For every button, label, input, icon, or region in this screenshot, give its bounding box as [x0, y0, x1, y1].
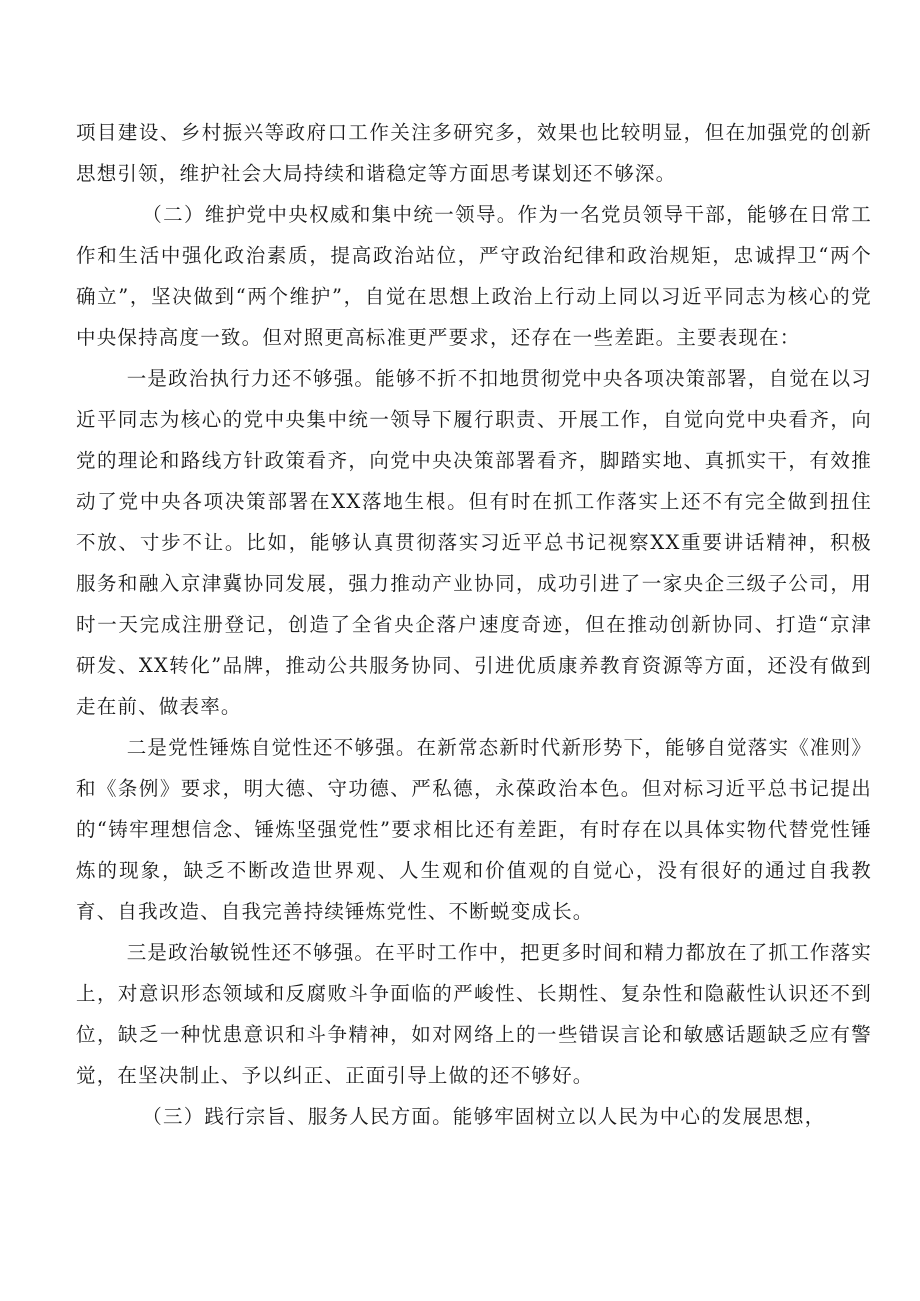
paragraph-point-two: 二是党性锤炼自觉性还不够强。在新常态新时代新形势下，能够自觉落实《准则》和《条例》要求，明大德、守功德、严私德，永葆政治本色。但对标习近平总书记提出的“铸牢理想信念、锤炼坚强党性”要求相比还有差距，有时存在以具体实物代替党性锤炼的现象，缺乏不断改造世界观、人生观和价值观的自觉心，没有很好的通过自我教育、自我改造、自我完善持续锤炼党性、不断蜕变成长。 — [76, 736, 872, 923]
paragraph-point-one: 一是政治执行力还不够强。能够不折不扣地贯彻党中央各项决策部署，自觉在以习近平同志为核心的党中央集中统一领导下履行职责、开展工作，自觉向党中央看齐，向党的理论和路线方针政策看齐，向党中央决策部署看齐，脚踏实地、真抓实干，有效推动了党中央各项决策部署在XX落地生根。但有时在抓工作落实上还不有完全做到扭住不放、寸步不让。比如，能够认真贯彻落实习近平总书记视察XX重要讲话精神，积极服务和融入京津冀协同发展，强力推动产业协同，成功引进了一家央企三级子公司，用时一天完成注册登记，创造了全省央企落户速度奇迹，但在推动创新协同、打造“京津研发、XX转化”品牌，推动公共服务协同、引进优质康养教育资源等方面，还没有做到走在前、做表率。 — [76, 367, 872, 718]
paragraph-point-three: 三是政治敏锐性还不够强。在平时工作中，把更多时间和精力都放在了抓工作落实上，对意识形态领域和反腐败斗争面临的严峻性、长期性、复杂性和隐蔽性认识还不到位，缺乏一种忧患意识和斗争精神，如对网络上的一些错误言论和敏感话题缺乏应有警觉，在坚决制止、予以纠正、正面引导上做的还不够好。 — [76, 941, 872, 1087]
paragraph-section-two-heading: （二）维护党中央权威和集中统一领导。作为一名党员领导干部，能够在日常工作和生活中强化政治素质，提高政治站位，严守政治纪律和政治规矩，忠诚捍卫“两个确立”，坚决做到“两个维护”，自觉在思想上政治上行动上同以习近平同志为核心的党中央保持高度一致。但对照更高标准更严要求，还存在一些差距。主要表现在： — [76, 203, 872, 349]
paragraph-continuation: 项目建设、乡村振兴等政府口工作关注多研究多，效果也比较明显，但在加强党的创新思想引领，维护社会大局持续和谐稳定等方面思考谋划还不够深。 — [76, 121, 872, 185]
paragraph-section-three-heading: （三）践行宗旨、服务人民方面。能够牢固树立以人民为中心的发展思想， — [142, 1105, 826, 1128]
